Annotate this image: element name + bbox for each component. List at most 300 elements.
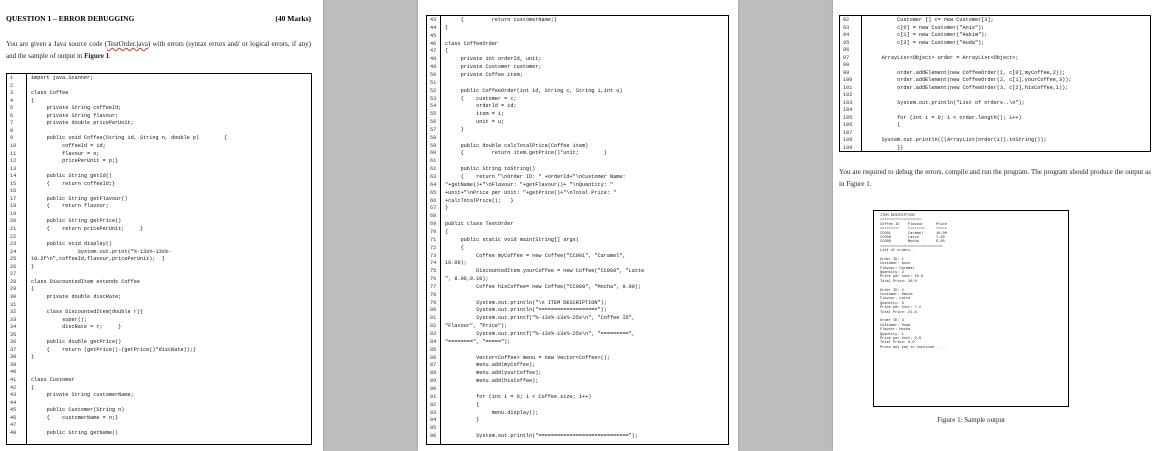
code-text: +unit+"\nPrice per Unit: "+getPrice()+"\nTotal Price: " (445, 189, 617, 196)
line-number: 2 (10, 82, 14, 89)
line-number: 37 (10, 346, 17, 353)
code-line (427, 417, 728, 425)
code-text: "+getName()+"\nFlavour: "+getFlavour()+ "\nQuantity: " (445, 181, 614, 188)
line-number: 70 (430, 228, 437, 235)
code-text (27, 422, 31, 430)
instruction-paragraph: You are required to debug the errors, compile and run the program. The program should produce the output as in Figure 1. (839, 168, 1151, 188)
output-line: Flavour: Latte (880, 297, 911, 302)
question-intro (6, 38, 311, 62)
code-line (427, 394, 728, 402)
code-text: } (445, 205, 449, 212)
code-text: public double getPrice() (31, 339, 122, 346)
output-line: Quantity: 3 (880, 301, 904, 306)
line-number: 44 (10, 399, 17, 406)
code-text: menu.add(myCoffee); (445, 362, 536, 369)
code-line (7, 294, 311, 302)
code-line (427, 64, 728, 72)
code-text: order.addElement(new CoffeeOrder(3, c[2],hisCoffee,1)); (866, 84, 1069, 91)
code-line (840, 130, 1150, 138)
code-line (840, 55, 1150, 63)
code-text: private String customerName; (31, 392, 134, 399)
code-text: System.out.printf("%-13s%-13s%-25s\n", "Coffee ID", (445, 315, 635, 322)
code-text: { customerName = n;} (31, 414, 119, 421)
line-number: 88 (430, 370, 437, 377)
line-number: 85 (430, 346, 437, 353)
code-line (7, 407, 311, 415)
code-line (7, 354, 311, 362)
line-number: 35 (10, 331, 17, 338)
code-line (7, 218, 311, 226)
code-line (840, 100, 1150, 108)
code-text: public String toString() (445, 166, 536, 173)
code-line (7, 113, 311, 121)
line-number: 66 (430, 197, 437, 204)
code-line (7, 151, 311, 159)
code-text (441, 347, 445, 355)
code-line (840, 62, 1150, 70)
code-line (7, 400, 311, 408)
code-line (427, 253, 728, 261)
code-line (427, 198, 728, 206)
line-number: 79 (430, 299, 437, 306)
line-number: 29 (10, 286, 17, 293)
code-line (427, 307, 728, 315)
code-text: System.out.printf("%-13s%-13s%-25s\n", "=========", (445, 331, 635, 337)
code-line (427, 292, 728, 300)
code-text: "========", "====="); (445, 338, 511, 345)
code-text (441, 80, 445, 88)
output-line: =================== (880, 218, 921, 223)
code-text (441, 213, 445, 221)
line-number: 48 (430, 56, 437, 63)
line-number: 69 (430, 221, 437, 228)
code-text: public String getFlavour() (31, 195, 128, 202)
code-text: item = i; (445, 111, 505, 118)
code-line (7, 249, 311, 257)
code-text: { return customerName;} (445, 17, 558, 23)
code-text (27, 302, 31, 310)
code-line (7, 173, 311, 181)
code-line (427, 17, 728, 25)
code-line (7, 385, 311, 393)
code-line (427, 245, 728, 253)
code-line (427, 268, 728, 276)
code-line (7, 203, 311, 211)
code-text: { (31, 286, 35, 293)
intro-text-middle: ) with errors (syntax errors and/ or logical errors, if any) and the sample of output in (6, 40, 311, 60)
code-text: public static void main(String[] args) (445, 236, 579, 243)
line-number: 38 (10, 354, 17, 361)
code-text: "Flavour", "Price"); (445, 323, 508, 330)
code-text: } (445, 126, 464, 133)
code-line (7, 317, 311, 325)
code-line (427, 182, 728, 190)
code-listing-part-3 (839, 15, 1151, 152)
code-line (840, 17, 1150, 25)
code-line (840, 25, 1150, 33)
code-text: order.addElement(new CoffeeOrder(2, c[1],yourCoffee,3)); (866, 77, 1072, 83)
question-marks: (40 Marks) (275, 14, 311, 23)
line-number: 25 (10, 256, 17, 263)
code-line (427, 425, 728, 433)
output-line: ITEM DESCRIPTION (880, 214, 915, 218)
question-header (6, 14, 311, 23)
code-line (7, 241, 311, 249)
code-line (427, 355, 728, 363)
code-text: c[0] = new Customer("Anis"); (866, 24, 985, 31)
code-line (427, 119, 728, 127)
output-line: Order ID: 2 (880, 288, 904, 293)
line-number: 23 (10, 241, 17, 248)
output-line: Order ID: 3 (880, 319, 904, 324)
line-number: 30 (10, 293, 17, 300)
code-line (427, 72, 728, 80)
code-line (427, 300, 728, 308)
code-line (427, 331, 728, 339)
code-text: private String coffeeId; (31, 105, 122, 112)
line-number: 47 (430, 48, 437, 55)
code-line (7, 188, 311, 196)
line-number: 95 (430, 425, 437, 432)
intro-text-before: You are given a Java source code ( (6, 40, 108, 48)
line-number: 22 (10, 233, 17, 240)
intro-text-after: . (109, 52, 111, 60)
code-text: Coffee myCoffee = new Coffee("CC001", "Caramel", (445, 252, 626, 259)
line-number: 24 (10, 248, 17, 255)
line-number: 44 (430, 24, 437, 31)
line-number: 71 (430, 236, 437, 243)
line-number: 17 (10, 195, 17, 202)
line-number: 52 (430, 87, 437, 94)
output-line: Customer: Huda (880, 323, 911, 328)
code-listing-part-1 (6, 73, 312, 445)
line-number: 56 (430, 119, 437, 126)
line-number: 75 (430, 268, 437, 275)
code-line (427, 143, 728, 151)
code-line (427, 315, 728, 323)
code-line (7, 377, 311, 385)
line-number: 92 (843, 17, 850, 23)
line-number: 84 (430, 338, 437, 345)
line-number: 100 (843, 77, 853, 83)
line-number: 14 (10, 173, 17, 180)
line-number: 106 (843, 122, 853, 128)
line-number: 108 (843, 137, 853, 143)
code-line (427, 221, 728, 229)
line-number: 1 (10, 75, 14, 81)
code-line (7, 256, 311, 264)
code-text: { return "\nOrder ID: " +orderId+"\nCustomer Name: (445, 174, 626, 180)
figure-caption: Figure 1: Sample output (937, 416, 1005, 424)
line-number: 98 (843, 62, 850, 68)
code-line (7, 83, 311, 91)
code-text: { return coffeeId;} (31, 180, 116, 187)
code-line (7, 196, 311, 204)
line-number: 89 (430, 378, 437, 385)
line-number: 92 (430, 401, 437, 408)
line-number: 101 (843, 84, 853, 91)
line-number: 61 (430, 158, 437, 165)
code-line (427, 284, 728, 292)
code-text (441, 135, 445, 143)
code-line (7, 339, 311, 347)
code-text: private Coffee item; (445, 71, 523, 78)
code-line (427, 33, 728, 41)
line-number: 76 (430, 276, 437, 283)
code-line (427, 347, 728, 355)
output-line: Total Price: 9.0 (880, 341, 915, 346)
line-number: 93 (430, 409, 437, 416)
output-line: Customer: Hakim (880, 293, 913, 298)
code-text (441, 386, 445, 394)
code-line (427, 103, 728, 111)
line-number: 74 (430, 260, 437, 267)
line-number: 55 (430, 111, 437, 118)
line-number: 26 (10, 263, 17, 270)
code-line (840, 70, 1150, 78)
code-line (7, 369, 311, 377)
line-number: 50 (430, 71, 437, 78)
line-number: 27 (10, 271, 17, 278)
code-text (441, 158, 445, 166)
code-line (840, 137, 1150, 145)
line-number: 46 (430, 40, 437, 47)
line-number: 45 (430, 32, 437, 39)
line-number: 43 (430, 17, 437, 23)
code-text: Coffee hisCoffee= new Coffee("CC009", "Mocha", 9.00); (445, 283, 642, 290)
code-line (7, 128, 311, 136)
code-line (427, 41, 728, 49)
line-number: 15 (10, 180, 17, 187)
code-text: private Customer customer; (445, 64, 542, 71)
code-text (27, 211, 31, 219)
code-text: menu.add(yourCoffee); (445, 370, 542, 377)
code-text: { (31, 384, 35, 391)
code-line (840, 107, 1150, 115)
line-number: 20 (10, 218, 17, 225)
code-text: for (int i = 0; i < Coffee.size; i++) (445, 393, 592, 400)
line-number: 48 (10, 429, 17, 436)
line-number: 82 (430, 323, 437, 330)
code-line (427, 127, 728, 135)
code-line (427, 237, 728, 245)
line-number: 6 (10, 112, 14, 119)
intro-figure-ref: Figure 1 (84, 52, 110, 60)
code-text: System.out.println("\n ITEM DESCRIPTION"); (445, 299, 607, 306)
line-number: 87 (430, 362, 437, 369)
code-text: +calcTotalPrice(); } (445, 197, 514, 204)
line-number: 94 (843, 32, 850, 38)
code-text (27, 369, 31, 377)
code-line (427, 386, 728, 394)
code-line (7, 120, 311, 128)
code-line (427, 213, 728, 221)
code-text: public String getPrice() (31, 218, 122, 225)
line-number: 41 (10, 377, 17, 383)
code-text: System.out.print("%-13s%-13s%- (31, 248, 172, 255)
code-text: class CoffeeOrder (445, 40, 498, 47)
line-number: 97 (843, 54, 850, 61)
line-number: 39 (10, 361, 17, 368)
output-line: Total Price: 20.0 (880, 279, 917, 284)
output-line: CC008 Latte 7.20 (880, 235, 945, 240)
line-number: 93 (843, 24, 850, 31)
document-page-3 (833, 0, 1158, 451)
code-line (427, 174, 728, 182)
code-text: { (866, 122, 901, 128)
code-text: private double discRate; (31, 293, 122, 300)
code-text: { return flavour; (31, 203, 109, 210)
line-number: 64 (430, 181, 437, 188)
code-text (862, 62, 866, 70)
line-number: 9 (10, 135, 14, 142)
code-text (441, 292, 445, 300)
code-line (7, 166, 311, 174)
line-number: 18 (10, 203, 17, 210)
line-number: 4 (10, 97, 14, 104)
code-text: { (445, 244, 464, 251)
code-text (27, 271, 31, 279)
line-number: 96 (843, 47, 850, 53)
code-line (7, 75, 311, 83)
code-text: public void display() (31, 241, 112, 248)
code-text: order.addElement(new CoffeeOrder(1, c[0],myCoffee,2)); (866, 69, 1066, 76)
code-line (7, 226, 311, 234)
code-line (7, 279, 311, 287)
line-number: 99 (843, 69, 850, 76)
code-line (427, 260, 728, 268)
code-text (862, 47, 866, 55)
line-number: 43 (10, 392, 17, 399)
line-number: 90 (430, 385, 437, 392)
code-line (427, 370, 728, 378)
code-line (7, 90, 311, 98)
line-number: 5 (10, 105, 14, 112)
code-line (427, 410, 728, 418)
code-text: coffeeId = id; (31, 142, 106, 149)
code-line (7, 324, 311, 332)
code-text (27, 332, 31, 340)
code-text: orderId = id; (445, 103, 517, 110)
line-number: 59 (430, 142, 437, 149)
code-text: { customer = c; (445, 95, 517, 102)
code-text: System.out.println("==================="); (445, 307, 607, 314)
line-number: 33 (10, 316, 17, 323)
code-line (427, 433, 728, 441)
code-text: System.out.println("List of orders..\n"); (866, 99, 1025, 106)
code-text (27, 400, 31, 408)
line-number: 67 (430, 205, 437, 212)
line-number: 57 (430, 126, 437, 133)
line-number: 47 (10, 422, 17, 429)
line-number: 65 (430, 189, 437, 196)
line-number: 7 (10, 120, 14, 127)
output-line: ============================= (880, 244, 943, 249)
code-text: public Customer(String n) (31, 407, 125, 414)
code-line (427, 362, 728, 370)
code-line (427, 205, 728, 213)
line-number: 16 (10, 188, 17, 195)
line-number: 80 (430, 307, 437, 314)
code-text (441, 33, 445, 41)
code-line (427, 402, 728, 410)
line-number: 49 (430, 64, 437, 71)
line-number: 32 (10, 309, 17, 316)
line-number: 36 (10, 339, 17, 346)
line-number: 109 (843, 144, 853, 151)
output-line: Total Price: 21.6 (880, 310, 917, 315)
code-line (840, 85, 1150, 93)
output-line: Coffee ID Flavour Price (880, 222, 947, 227)
code-text: DiscountedItem yourCoffee = new Coffee("CC008", "Latte (445, 268, 645, 275)
code-text: discRate = r; } (31, 324, 122, 331)
code-text: }} (866, 144, 904, 151)
code-line (840, 77, 1150, 85)
code-line (7, 309, 311, 317)
line-number: 54 (430, 103, 437, 110)
line-number: 60 (430, 150, 437, 157)
code-text: import java.Scanner; (31, 75, 94, 81)
code-text: public double calcTotalPrice(Coffee item) (445, 142, 589, 149)
code-text: menu.display(); (445, 409, 539, 416)
code-line (7, 143, 311, 151)
code-text: } (445, 417, 480, 424)
output-line: Press any key to continue . . . (880, 345, 947, 350)
code-text: 10.2f\n",coffeeId,flavour,pricePerUnit); } (31, 256, 165, 263)
output-line: List of orders.. (880, 249, 915, 254)
code-line (7, 181, 311, 189)
code-line (427, 96, 728, 104)
line-number: 13 (10, 165, 17, 172)
output-line: Price per Unit: 9.0 (880, 336, 921, 341)
code-line (427, 150, 728, 158)
line-number: 73 (430, 252, 437, 259)
code-text: public CoffeeOrder(int id, String c, String i,int u) (445, 87, 623, 94)
code-line (427, 80, 728, 88)
code-text: { (31, 97, 35, 104)
code-text: private int orderId, unit; (445, 56, 542, 63)
line-number: 102 (843, 92, 853, 98)
code-line (427, 25, 728, 33)
code-text: System.out.println("============================="); (445, 433, 639, 440)
code-text (27, 166, 31, 174)
sample-output-box (873, 210, 1069, 407)
code-text: super(); (31, 316, 88, 323)
line-number: 58 (430, 134, 437, 141)
line-number: 3 (10, 90, 14, 97)
code-line (840, 115, 1150, 123)
code-text: class DiscountedItem(double r){ (31, 309, 144, 316)
output-line: Price per Unit: 10.0 (880, 275, 924, 280)
code-text: for (int i = 0; i < order.length(); i++) (866, 114, 1022, 121)
output-line: Quantity: 1 (880, 332, 904, 337)
code-text (27, 362, 31, 370)
line-number: 103 (843, 99, 853, 106)
line-number: 104 (843, 107, 853, 113)
code-text: public void Coffee(String id, String n, double p) { (31, 135, 228, 142)
line-number: 105 (843, 114, 853, 121)
code-text (27, 234, 31, 242)
line-number: 45 (10, 407, 17, 414)
code-line (427, 48, 728, 56)
code-text: Customer [] c= new Customer[3]; (866, 17, 994, 23)
code-text: public String getId() (31, 173, 112, 180)
line-number: 8 (10, 127, 14, 134)
code-text: private double pricePerUnit; (31, 120, 134, 127)
code-text (27, 128, 31, 136)
code-text (27, 188, 31, 196)
line-number: 31 (10, 301, 17, 308)
